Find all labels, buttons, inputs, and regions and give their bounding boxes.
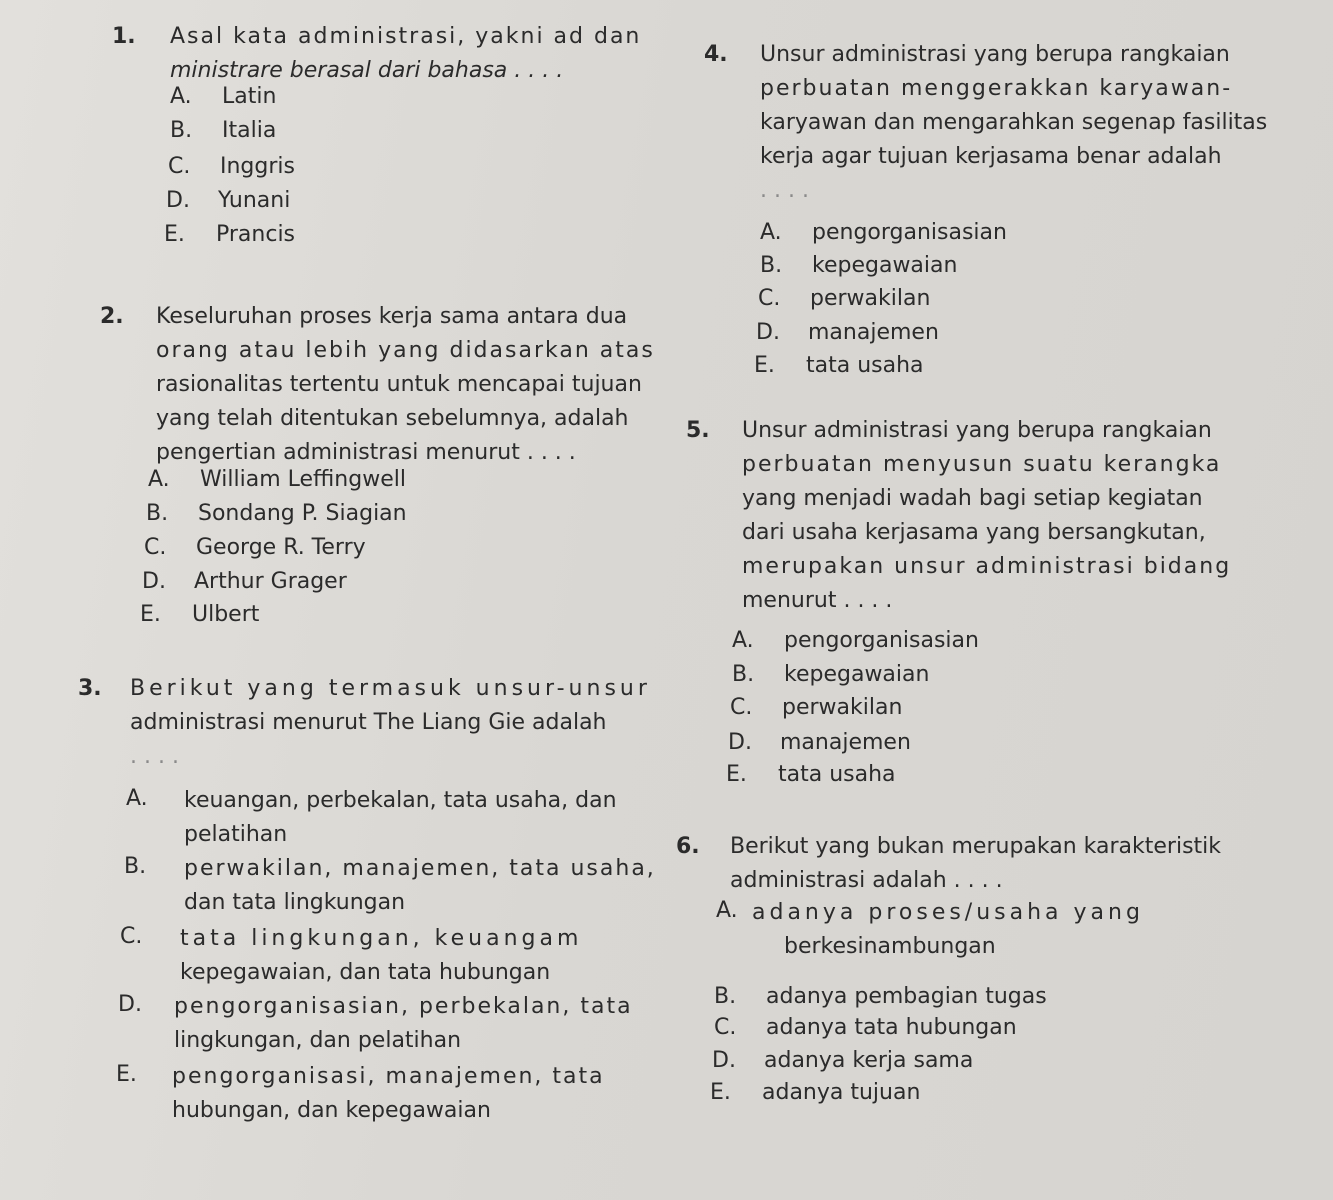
question-stem: [760, 38, 1267, 208]
stem-line: perbuatan menyusun suatu kerangka: [742, 452, 1222, 477]
option-letter: B.: [170, 118, 193, 143]
option-text-line: pengorganisasi, manajemen, tata: [172, 1064, 605, 1089]
option-text: manajemen: [808, 320, 939, 345]
option-5c[interactable]: [730, 693, 902, 723]
option-letter: C.: [758, 286, 781, 311]
question-stem: [170, 20, 641, 88]
option-letter: E.: [140, 602, 161, 627]
stem-line: . . . .: [760, 178, 809, 203]
stem-line: dari usaha kerjasama yang bersangkutan,: [742, 520, 1206, 545]
option-text-line: tata lingkungan, keuangam: [180, 926, 583, 951]
option-letter: E.: [164, 222, 185, 247]
option-text: Prancis: [216, 222, 296, 247]
option-5d[interactable]: [728, 728, 911, 758]
stem-line: Berikut yang termasuk unsur-unsur: [130, 676, 651, 701]
option-letter: C.: [144, 535, 167, 560]
option-text: manajemen: [780, 730, 911, 755]
option-letter: E.: [116, 1062, 137, 1087]
option-6a[interactable]: [716, 896, 1144, 964]
question-stem: [156, 300, 655, 470]
option-letter: A.: [126, 786, 148, 811]
question-stem: [130, 672, 651, 774]
option-letter: E.: [726, 762, 747, 787]
option-text: [180, 922, 582, 990]
option-text: pengorganisasian: [784, 628, 979, 653]
option-5e[interactable]: [726, 760, 896, 790]
question-number: 5.: [686, 418, 710, 443]
option-3e[interactable]: [116, 1060, 605, 1128]
option-3d[interactable]: [118, 990, 633, 1058]
option-5a[interactable]: [732, 626, 979, 656]
option-letter: C.: [730, 695, 753, 720]
option-letter: B.: [732, 662, 755, 687]
stem-line: yang menjadi wadah bagi setiap kegiatan: [742, 486, 1203, 511]
option-text: William Leffingwell: [200, 467, 406, 492]
option-letter: D.: [118, 992, 142, 1017]
option-letter: D.: [728, 730, 752, 755]
option-1b[interactable]: [170, 116, 276, 146]
stem-line: administrasi adalah . . . .: [730, 868, 1003, 893]
option-4c[interactable]: [758, 284, 930, 314]
question-number: 6.: [676, 834, 700, 859]
stem-line: pengertian administrasi menurut . . . .: [156, 440, 576, 465]
stem-line: Berikut yang bukan merupakan karakteristik: [730, 834, 1222, 859]
option-3c[interactable]: [120, 922, 582, 990]
stem-line: administrasi menurut The Liang Gie adalah: [130, 710, 607, 735]
option-text-line: adanya proses/usaha yang: [752, 900, 1144, 925]
option-text: adanya kerja sama: [764, 1048, 974, 1073]
option-letter: C.: [168, 154, 191, 179]
option-4e[interactable]: [754, 351, 924, 381]
option-text: kepegawaian: [812, 253, 958, 278]
option-text: perwakilan: [782, 695, 903, 720]
stem-line: Unsur administrasi yang berupa rangkaian: [742, 418, 1212, 443]
option-letter: B.: [124, 854, 147, 879]
stem-line: menurut . . . .: [742, 588, 893, 613]
option-letter: A.: [760, 220, 782, 245]
option-text-line: kepegawaian, dan tata hubungan: [180, 960, 551, 985]
option-text: [184, 852, 656, 920]
option-1e[interactable]: [164, 220, 295, 250]
option-6e[interactable]: [710, 1078, 920, 1108]
stem-line: yang telah ditentukan sebelumnya, adalah: [156, 406, 629, 431]
option-text-line: hubungan, dan kepegawaian: [172, 1098, 491, 1123]
stem-line: perbuatan menggerakkan karyawan-: [760, 76, 1233, 101]
option-letter: A.: [716, 898, 738, 923]
option-text-line: pengorganisasian, perbekalan, tata: [174, 994, 633, 1019]
option-text: Arthur Grager: [194, 569, 347, 594]
option-2c[interactable]: [144, 533, 366, 563]
option-text-line: berkesinambungan: [784, 934, 996, 959]
option-1a[interactable]: [170, 82, 276, 112]
option-text: pengorganisasian: [812, 220, 1007, 245]
stem-line: rasionalitas tertentu untuk mencapai tujuan: [156, 372, 642, 397]
stem-line: Asal kata administrasi, yakni ad dan: [170, 24, 642, 49]
option-letter: B.: [146, 501, 169, 526]
option-6d[interactable]: [712, 1046, 973, 1076]
question-number: 3.: [78, 676, 102, 701]
option-6c[interactable]: [714, 1013, 1017, 1043]
option-3a[interactable]: [126, 784, 617, 852]
option-3b[interactable]: [124, 852, 656, 920]
option-text: adanya tujuan: [762, 1080, 921, 1105]
option-text-line: perwakilan, manajemen, tata usaha,: [184, 856, 656, 881]
option-text: Latin: [222, 84, 277, 109]
option-text: kepegawaian: [784, 662, 930, 687]
option-2a[interactable]: [148, 465, 406, 495]
option-letter: D.: [142, 569, 166, 594]
option-text: Italia: [222, 118, 277, 143]
option-letter: C.: [120, 924, 143, 949]
stem-line: Keseluruhan proses kerja sama antara dua: [156, 304, 628, 329]
option-letter: C.: [714, 1015, 737, 1040]
option-text: adanya pembagian tugas: [766, 984, 1047, 1009]
stem-line: merupakan unsur administrasi bidang: [742, 554, 1232, 579]
option-text: Sondang P. Siagian: [198, 501, 407, 526]
option-2d[interactable]: [142, 567, 347, 597]
option-text: George R. Terry: [196, 535, 366, 560]
stem-line: kerja agar tujuan kerjasama benar adalah: [760, 144, 1222, 169]
option-text: [752, 896, 1144, 964]
question-stem: [742, 414, 1231, 618]
option-text: [172, 1060, 605, 1128]
option-letter: B.: [714, 984, 737, 1009]
question-number: 2.: [100, 304, 124, 329]
option-letter: D.: [756, 320, 780, 345]
option-4b[interactable]: [760, 251, 957, 281]
option-text-line: lingkungan, dan pelatihan: [174, 1028, 462, 1053]
stem-line: Unsur administrasi yang berupa rangkaian: [760, 42, 1230, 67]
option-text: [174, 990, 633, 1058]
option-text-line: dan tata lingkungan: [184, 890, 406, 915]
question-number: 1.: [112, 24, 136, 49]
stem-line: orang atau lebih yang didasarkan atas: [156, 338, 655, 363]
option-1c[interactable]: [168, 152, 295, 182]
option-text: Ulbert: [192, 602, 260, 627]
option-letter: A.: [732, 628, 754, 653]
option-letter: D.: [166, 188, 190, 213]
option-text-line: keuangan, perbekalan, tata usaha, dan: [184, 788, 617, 813]
stem-line: . . . .: [130, 744, 179, 769]
stem-line: ministrare berasal dari bahasa . . . .: [170, 58, 564, 83]
option-letter: D.: [712, 1048, 736, 1073]
question-stem: [730, 830, 1221, 898]
option-letter: E.: [754, 353, 775, 378]
option-letter: B.: [760, 253, 783, 278]
option-text: Inggris: [220, 154, 295, 179]
option-4a[interactable]: [760, 218, 1007, 248]
option-text: tata usaha: [806, 353, 924, 378]
option-letter: A.: [148, 467, 170, 492]
option-letter: E.: [710, 1080, 731, 1105]
option-1d[interactable]: [166, 186, 290, 216]
option-text: [184, 784, 617, 852]
option-2b[interactable]: [146, 499, 407, 529]
stem-line: karyawan dan mengarahkan segenap fasilitas: [760, 110, 1268, 135]
question-number: 4.: [704, 42, 728, 67]
option-text: Yunani: [218, 188, 291, 213]
option-text: perwakilan: [810, 286, 931, 311]
option-2e[interactable]: [140, 600, 259, 630]
option-5b[interactable]: [732, 660, 929, 690]
option-text: tata usaha: [778, 762, 896, 787]
option-text-line: pelatihan: [184, 822, 288, 847]
option-4d[interactable]: [756, 318, 939, 348]
option-6b[interactable]: [714, 982, 1047, 1012]
option-letter: A.: [170, 84, 192, 109]
option-text: adanya tata hubungan: [766, 1015, 1017, 1040]
